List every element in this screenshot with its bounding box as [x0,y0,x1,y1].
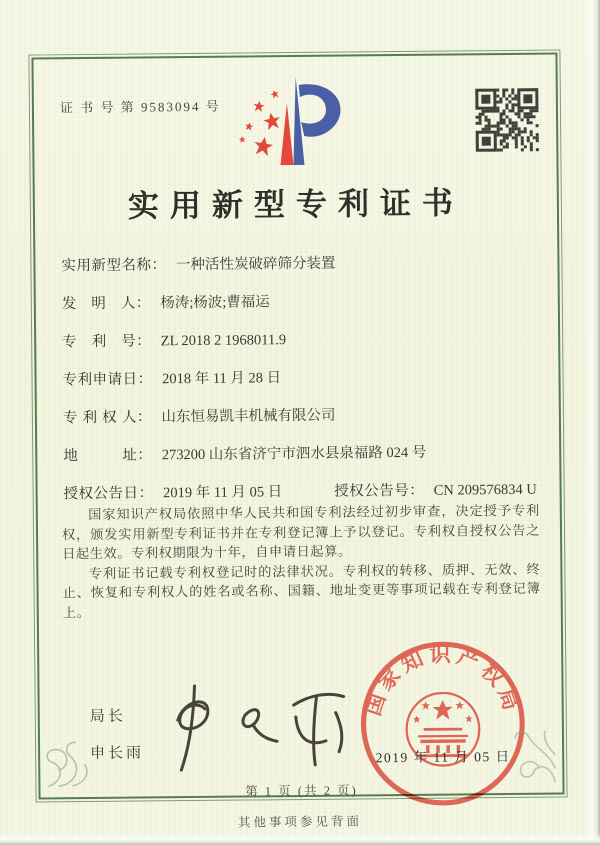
field-colon: ： [136,333,151,350]
seal-date: 2019 年 11 月 05 日 [375,748,511,766]
field-label: 实用新型名称 [61,257,152,275]
field-colon: ： [151,257,167,274]
field-value: 273200 山东省济宁市泗水县泉福路 024 号 [161,444,427,464]
field-row-patentee [63,403,539,430]
scan-edge [585,0,600,845]
field-value: 2018 年 11 月 28 日 [161,370,282,388]
certificate-title: 实用新型专利证书 [127,185,465,224]
legal-text [62,501,541,623]
page-indicator: 第 1 页 (共 2 页) [245,783,358,799]
field-colon: ： [136,409,152,426]
legal-paragraph-1: 国家知识产权局依照中华人民共和国专利法经过初步审查，决定授予专利权，颁发实用新型专利证书并在专利登记簿上予以登记。专利权自授权公告之日起生效。专利权期限为十年，自申请日起算。 [61,502,541,562]
field-label: 授权公告日 [63,485,139,503]
field-colon: ： [138,485,154,502]
certificate-body [31,52,564,799]
qr-code-icon [474,87,541,154]
field-label: 地址 [63,447,138,465]
field-row-inventors [62,289,538,316]
field-label: 发明人 [61,295,136,313]
field-label: 专利权人 [62,409,137,427]
certificate-number: 证 书 号 第 9583094 号 [59,98,221,116]
field-row-utility-name [61,251,537,278]
field-row-patent-number [62,327,538,354]
field-value: 杨涛;杨波;曹福运 [160,294,270,312]
corner-flourish-icon [44,736,107,794]
field-value: 一种活性炭破碎筛分装置 [175,255,336,274]
field-value: ZL 2018 2 1968011.9 [160,332,287,350]
certificate-border [28,49,567,802]
director-name: 申长雨 [90,745,145,763]
field-label: 专利申请日 [62,371,138,389]
field-value: 山东恒易凯丰机械有限公司 [161,407,336,426]
field-colon: ： [137,447,152,464]
director-title: 局长 [89,708,126,726]
grant-date-value: 2019 年 11 月 05 日 [163,484,283,502]
field-row-filing-date [62,365,538,392]
cnipa-logo-icon [230,72,361,178]
field-row-address [63,441,539,468]
field-label: 授权公告号 [334,482,410,500]
field-colon: ： [409,482,424,499]
scan-edge [0,833,600,845]
seal-text: 国家知识产权局 [360,642,525,719]
field-label: 专利号 [62,333,137,351]
field-list [61,251,540,522]
legal-paragraph-2: 专利证书记载专利权登记时的法律状况。专利权的转移、质押、无效、终止、恢复和专利权人的姓名或名称、国籍、地址变更等事项记载在专利登记簿上。 [62,561,541,620]
grant-number-value: CN 209576834 U [433,481,537,499]
handwritten-signature-icon [147,678,368,785]
field-colon: ： [137,371,153,388]
footer-note: 其他事项参见背面 [237,814,363,830]
field-colon: ： [135,295,151,312]
